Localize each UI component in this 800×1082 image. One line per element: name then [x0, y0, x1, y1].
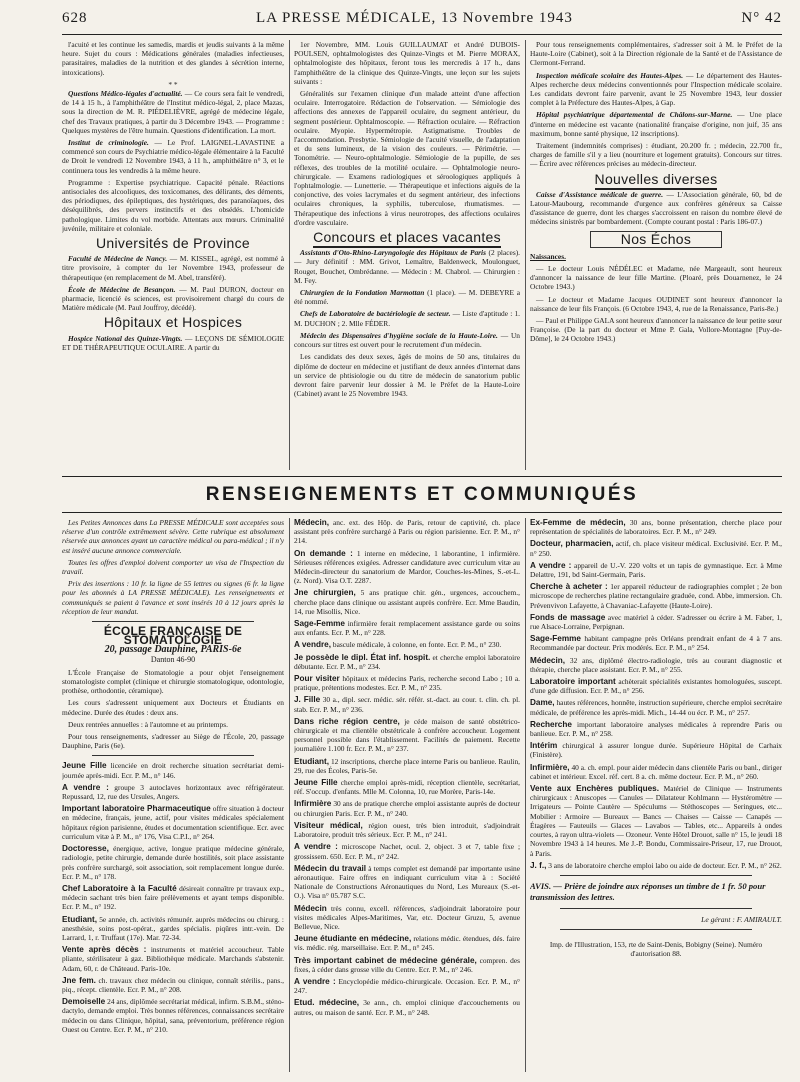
classified-ad-text: ch. travaux chez médecin ou clinique, connaît stérilis., pans., piq., récept. clientèle. Ecr. P. M., n° 208.: [62, 975, 284, 994]
classified-ad-text: Matériel de Clinique — Instruments chirurgicaux : Anuscopes — Canules — Dilatateur Kohlmann — Hystéromètre — Irrigateurs — Pointe Cautère — Spéculums — Stéthoscopes — Seringues, etc... Mobilier : Armoire — Bureaux — Bancs — Chaises — Caisse — Canapés — Étagères — Fauteuils — Glaces — Lavabos — Tables, etc... Appareils à ondes courtes, à rayon ultra-violets — Ozoneur. Vente Hôtel Drouot, salle n° 15, le jeudi 18 Novembre 1943 à 14 heures. Me J.-P. Bondu, Commissaire-Priseur, 17, rue Drouot, à Paris.: [530, 784, 782, 858]
questions-title: Questions Médico-légales d'actualité.: [68, 89, 183, 99]
assistants-orl-text: (2 places). — Jury définitif : MM. Grivot, Lemaître, Baldenweck, Moulonguet, Rouget, Bouchet, Ombrédanne. — Médecin : M. Chabrol. — Chirurgien : M. Fey.: [294, 248, 520, 285]
classified-ad-keyword: A vendre :: [294, 842, 338, 852]
naissance-3: — Paul et Philippe GALA sont heureux d'annoncer la naissance de leur petite sœur Françoise. (De la part du docteur et Mme P. Gala, Vollore-Montagne [Puy-de-Dôme], le 24 Octobre 1943.): [530, 316, 782, 344]
divider: [560, 929, 752, 930]
classified-ad-text: 30 a., dipl. secr. médic. sér. référ. st.-dact. au cour. t. clin. ch. pl. stab. Ecr. P. M., n° 236.: [294, 695, 520, 714]
naissance-1: — Le docteur Louis NÉDÉLEC et Madame, née Margeault, sont heureux d'annoncer la naissance de leur fille Martine. (Ploaré, près Douarnenez, le 24 Octobre 1943.): [530, 264, 782, 292]
classified-ad-keyword: Doctoresse,: [62, 844, 109, 854]
classified-ad-text: licenciée en droit recherche situation secrétariat demi-journée après-midi. Ecr. P. M., n° 146.: [62, 761, 284, 780]
ecole-stomatologie-box: [62, 624, 284, 664]
classified-ad-keyword: Demoiselle: [62, 997, 106, 1007]
section-hopitaux: Hôpitaux et Hospices: [103, 314, 243, 331]
ecole-text-4: Pour tous renseignements, s'adresser au Siège de l'École, 20, passage Dauphine, Paris (6e).: [62, 732, 284, 751]
classified-ad-keyword: Jne fem.: [62, 975, 96, 985]
column-divider: [289, 40, 290, 470]
classified-ad: [294, 588, 520, 616]
classified-ad-text: microscope Nachet, ocul. 2, object. 3 et 7, table fixe ; grossissem. 650. Ecr. P. M., n° 242.: [294, 842, 520, 861]
header-rule: [62, 34, 782, 35]
section-echos: Nos Échos: [590, 231, 722, 248]
marmottan-text: (1 place). — M. DEBEYRE a été nommé.: [294, 288, 520, 307]
classified-ad-keyword: Pour visiter: [294, 674, 340, 684]
classified-ad-text: important laboratoire analyses médicales à reprendre Paris ou banlieue. Ecr. P. M., n° 258.: [530, 719, 782, 739]
classified-ad: [530, 539, 782, 557]
classified-ad-keyword: Important laboratoire Pharmaceutique: [62, 804, 211, 814]
classified-ad-keyword: Sage-Femme: [294, 619, 345, 629]
classified-ad-text: très connu, excell. références, s'adjoindrait laboratoire pour visites médicales Alpes-Maritimes, Var, etc. Docteur Gruzu, 5, avenue Bellevue, Nice.: [294, 903, 520, 931]
column-divider: [525, 518, 526, 1072]
institut-programme: Programme : Expertise psychiatrique. Capacité pénale. Réactions antisociales des alcooliques, des toxicomanes, des délirants, des déments, des périodiques, des épileptiques, des hystériques, des paranoïaques, des déséquilibrés, des pervers instinctifs et des obsédés. L'homicide pathologique. Limites du vol morbide. Attentats aux mœurs. Criminalité juvénile, militaire et coloniale.: [62, 177, 284, 233]
classified-ad: [294, 549, 520, 586]
banner-rule: [62, 512, 782, 513]
classified-ad: [530, 518, 782, 536]
classified-ad-text: 30 ans de pratique cherche emploi assistante auprès de docteur ou chirurgien Paris. Ecr. P. M., n° 240.: [294, 799, 520, 818]
caisse-text: — L'Association générale, 60, bd de Latour-Maubourg, recommande d'urgence aux confrères généreux sa Caisse d'assistance de guerre, dont les charges s'accroissent en raison du nombre élevé de médecins sinistrés par bombardement. (Compte courant postal : Paris 186-07.): [530, 189, 782, 227]
page-header: [62, 10, 782, 30]
section-concours: [294, 229, 520, 246]
classified-ad-keyword: Jne chirurgien,: [294, 588, 356, 598]
naissance-2: — Le docteur et Madame Jacques OUDINET sont heureux d'annoncer la naissance de leur fils François. (6 Octobre 1943, 4, rue de la Renaissance, Paris-8e.): [530, 294, 782, 313]
classified-ad-keyword: Etudiant,: [294, 756, 330, 766]
classified-ad-text: habitant campagne près Orléans prendrait enfant de 4 à 7 ans. Recommandée par docteur. Prix modérés. Ecr. P. M., n° 254.: [530, 634, 782, 653]
classified-ads-list: [294, 518, 520, 1017]
classified-ad-keyword: Visiteur médical,: [294, 820, 363, 830]
quinze-vingts-programme: Généralités sur l'examen clinique d'un malade atteint d'une affection oculaire. Interrogatoire. Rédaction de l'observation. — Sémiologie des affections des annexes de l'appareil oculaire, du segment antérieur, du segment postérieur. Ophtalmoscopie. — Réfraction oculaire. — Réfraction oculaire. Myopie. Hypermétropie. Astigmatisme. Troubles de l'accommodation. Presbytie. Sémiologie de l'acuité visuelle, de l'adaptation et du sens lumineux, de la vision des couleurs. — Périmétrie. — Tonométrie. — Neuro-ophtalmologie. Sémiologie de la pupille, de ses réflexes, des troubles de la motilité oculaire. — Ophtalmologie neuro-chirurgicale. — Examens radiologiques et séroologiques appliqués à l'ophtalmologie. — Lunetterie. — Thérapeutique et infections aiguës de la conjonctive, des voies lacrymales et du segment antérieur, des infections oculaires chroniques, la syphilis, tuberculose, rhumatismes. — Thérapeutique des infections à virus neurotropes, des affections oculaires d'ordre vasculaire.: [294, 89, 520, 227]
classified-ad-keyword: A vendre,: [294, 640, 332, 650]
separator-stars: * *: [168, 79, 178, 89]
classified-ad: [294, 904, 520, 932]
inspection-title: Inspection médicale scolaire des Hautes-Alpes.: [536, 70, 684, 80]
classified-ad-text: 30 ans, bonne présentation, cherche place pour représentation de spécialités de laboratoires. Ecr. P. M., n° 249.: [530, 518, 782, 537]
notice-controle: Les Petites Annonces dans La PRESSE MÉDICALE sont acceptées sous réserve d'un contrôle extrêmement sévère. Cette rubrique est absolument réservée aux annonces ayant un caractère médical ou para-médical ; il n'y est inséré aucune annonce commerciale.: [62, 518, 284, 555]
classified-ad-text: groupe 3 autoclaves horizontaux avec réfrigérateur. Repussard, 12, rue des Ursules, Angers.: [62, 782, 284, 802]
classified-ads-list: [530, 518, 782, 870]
classified-ad: [62, 915, 284, 943]
classified-ad-text: 12 inscriptions, cherche place interne Paris ou banlieue. Raulin, 29, rue des Écoles, Paris-5e.: [294, 756, 520, 775]
classified-ad: [530, 784, 782, 858]
classified-ad: [294, 842, 520, 860]
classified-ad-keyword: Docteur, pharmacien,: [530, 539, 614, 549]
classified-ad-keyword: Je possède le dipl. État inf. hospit.: [294, 652, 431, 662]
assistants-orl-title: Assistants d'Oto-Rhino-Laryngologie des Hôpitaux de Paris: [300, 248, 486, 258]
classified-ad: [62, 804, 284, 841]
classified-ad-keyword: Laboratoire important: [530, 677, 616, 687]
top-column-2: [294, 40, 520, 472]
classified-ad-text: actif, ch. place visiteur médical. Exclusivité. Ecr. P. M., n° 250.: [530, 539, 782, 558]
questions-text: — Ce cours sera fait le vendredi, de 14 à 15 h., à l'amphithéâtre de l'Institut médico-légal, 2, place Mazas, sous la direction de M. R. PIÉDELIÈVRE, agrégé de médecine légale, chef des Travaux pratiques, à partir du 3 Décembre 1943. — Programme : Quelques mystères de l'être humain. Questions d'identification. La mort.: [62, 89, 284, 135]
classified-ad-text: appareil de U.-V. 220 volts et un tapis de gymnastique. Ecr. à Mme Delattre, 191, bd Saint-Germain, Paris.: [530, 560, 782, 580]
classified-ad-keyword: Jeune Fille: [62, 761, 107, 771]
classified-ad-text: 40 a. ch. empl. pour aider médecin dans clientèle Paris ou banl., diriger cabinet et intérieur. Excel. réf. cert. 8 a. ch. même docteur. Ecr. P. M., n° 260.: [530, 762, 782, 781]
dispensaires-title: Médecin des Dispensaires d'hygiène sociale de la Haute-Loire.: [300, 330, 498, 340]
chefs-labo-text: — Liste d'aptitude : 1. M. DUCHON ; 2. Mlle FÉDER.: [294, 309, 520, 328]
classified-ad-text: Encyclopédie médico-chirurgicale. Occasion. Ecr. P. M., n° 247.: [294, 976, 520, 996]
section-nouvelles-label: Nouvelles diverses: [595, 171, 718, 190]
column-divider: [525, 40, 526, 470]
classified-ad-keyword: Jeune étudiante en médecine,: [294, 934, 412, 944]
classified-ad: [294, 934, 520, 952]
classified-ad-keyword: Médecin du travail: [294, 863, 367, 873]
institut-title: Institut de criminologie.: [68, 138, 149, 148]
notice-visa: Toutes les offres d'emploi doivent comporter un visa de l'Inspection du travail.: [62, 557, 284, 577]
avis-notice: AVIS. — Prière de joindre aux réponses un timbre de 1 fr. 50 pour transmission des lettres.: [530, 880, 766, 902]
divider: [560, 908, 752, 909]
hopital-chalons-text: — Une place d'interne en médecine est vacante (nationalité française d'origine, non juif, 35 ans maximum, bonne santé physique, 12 inscriptions).: [530, 110, 782, 138]
issue-number: N° 42: [741, 10, 782, 26]
imprint-line: Imp. de l'Illustration, 153, rte de Saint-Denis, Bobigny (Seine). Numéro d'autorisation 88.: [549, 940, 763, 959]
besancon-title: École de Médecine de Besançon.: [68, 284, 176, 294]
classified-ad-text: achèterait spécialités existantes homologuées, suscept. d'une gde diffusion. Ecr. P. M., n° 256.: [530, 677, 782, 696]
classified-ad-keyword: Infirmière,: [530, 762, 570, 772]
classified-ad-keyword: A vendre :: [62, 782, 109, 792]
inspection-text: — Le département des Hautes-Alpes recherche deux médecins conventionnés pour l'Inspection médicale scolaire. Les candidats devront faire parvenir, avant le 25 Novembre 1943, leur dossier complet à la Préfecture des Hautes-Alpes, à Gap.: [530, 70, 782, 108]
institut-text: — Le Prof. LAIGNEL-LAVASTINE a commencé son cours de Psychiatrie médico-légale élémentaire à la Faculté de Droit le vendredi 12 Novembre 1943, à 11 h., amphithéâtre n° 3, et le continuera tous les vendredis à la même heure.: [62, 138, 284, 175]
journal-title: LA PRESSE MÉDICALE, 13 Novembre 1943: [256, 10, 573, 26]
classifieds-column-3: [530, 518, 782, 1074]
classified-ad: [530, 561, 782, 579]
besancon-text: — M. Paul DURON, docteur en pharmacie, licencié ès sciences, est provisoirement chargé du cours de Matière médicale (M. Paul Jouffroy, décédé).: [62, 284, 284, 313]
top-column-3: [530, 40, 782, 472]
ecole-address: 20, passage Dauphine, PARIS-6e: [104, 644, 242, 656]
classified-ad: [530, 741, 782, 759]
ecole-text-2: Les cours s'adressent uniquement aux Docteurs et Étudiants en médecine. Durée des études : deux ans.: [62, 698, 284, 717]
naissances-label: Naissances.: [530, 251, 566, 261]
classified-ad-text: instruments et matériel accoucheur. Table pliante, stérilisateur à gaz. Bibliothèque médicale. Marchands s'abstenir. Adam, 60, r. de Châteaud. Paris-10e.: [62, 945, 284, 973]
classified-ad-text: hautes références, honnête, instruction supérieure, cherche emploi secrétaire médicale, de préférence les après-midi. Mich., 14-44 ou écr. P. M., n° 257.: [530, 698, 782, 717]
classified-ad-text: à temps complet est demandé par importante usine aéronautique. Faire offres en indiquant curriculum vitæ à : Société Nationale de Constructions Aéronautiques du Nord, Les Mureaux (S.-et-O.). Visa n° 05.787 S.C.: [294, 863, 520, 901]
nancy-title: Faculté de Médecine de Nancy.: [68, 254, 168, 264]
classifieds-column-2: [294, 518, 520, 1074]
classified-ad-keyword: Cherche à acheter :: [530, 582, 608, 592]
ecole-phone: Danton 46-90: [150, 654, 196, 664]
classified-ad-keyword: Dans riche région centre,: [294, 716, 400, 726]
classified-ad: [530, 582, 782, 610]
quinze-vingts-text: — LEÇONS DE SÉMIOLOGIE ET DE THÉRAPEUTIQUE OCULAIRE. A partir du: [62, 333, 284, 352]
ecole-text-1: L'École Française de Stomatologie a pour objet l'enseignement stomatologiste complet (clinique et chirurgie stomatologique, odontologie, prothèse, orthodontie, céramique).: [62, 667, 284, 696]
notice-prix: Prix des insertions : 10 fr. la ligne de 55 lettres ou signes (6 fr. la ligne pour les abonnés à LA PRESSE MÉDICALE). Les renseignements et communiqués se paient à l'avance et sont insérés 10 à 12 jours après la réception de leur mandat.: [62, 579, 284, 616]
classified-ad-keyword: Vente aux Enchères publiques.: [530, 784, 659, 794]
classified-ad-text: désireait connaître pr travaux exp., médecin sachant très bien faire prélèvements et ayant temps disponible. Ecr. P. M., n° 192.: [62, 883, 284, 912]
section-nouvelles: [530, 170, 782, 187]
chefs-labo-title: Chefs de Laboratoire de bactériologie de secteur.: [300, 309, 451, 319]
classified-ad: [530, 720, 782, 738]
classified-ad-keyword: Chef Laboratoire à la Faculté: [62, 883, 177, 893]
classified-ad: [530, 634, 782, 652]
ecole-text-3: Deux rentrées annuelles : à l'automne et au printemps.: [68, 719, 228, 729]
classified-ad-keyword: Dame,: [530, 698, 555, 708]
classified-ad: [294, 653, 520, 671]
classified-ad-keyword: Infirmière: [294, 799, 332, 809]
classified-ad: [530, 613, 782, 631]
classified-ad-text: compren. des fixes, à céder dans grosse ville du Centre. Ecr. P. M., n° 246.: [294, 955, 520, 974]
classified-ad-text: avec matériel à céder. S'adresser ou écrire à M. Faber, 1, rue Alsace-Lorraine, Perpignan.: [530, 612, 782, 632]
classified-ad: [294, 956, 520, 974]
classified-ad: [294, 998, 520, 1016]
classified-ad: [530, 677, 782, 695]
classified-ad: [294, 640, 520, 649]
gerant-line: Le gérant : F. AMIRAULT.: [701, 914, 782, 924]
classified-ad-text: région ouest, très bien introduit, s'adjoindrait Laboratoire, produit très sérieux. Ecr. P. M., n° 241.: [294, 820, 520, 840]
quinze-vingts-continued: 1er Novembre, MM. Louis GUILLAUMAT et André DUBOIS-POULSEN, ophtalmologistes des Quinze-Vingts et M. Pierre MORAX, ophtalmologiste des hôpitaux, feront tous les mercredis à 17 h., dans l'amphithéâtre de la clinique des Quinze-Vingts, une leçon sur les sujets suivants :: [294, 40, 520, 86]
classified-ad-keyword: Sage-Femme: [530, 634, 581, 644]
classified-ad: [294, 864, 520, 901]
classified-ad: [62, 976, 284, 994]
caisse-title: Caisse d'Assistance médicale de guerre.: [536, 189, 664, 199]
classified-ad-text: chirurgical à assurer longue durée. Supérieure Hôpital de Carhaix (Finistère).: [530, 741, 782, 760]
hopital-chalons-details: Traitement (indemnités comprises) : étudiant, 20.200 fr. ; médecin, 22.700 fr., charges de famille s'il y a lieu (nourriture et logement gratuits). Concours sur titres. — Écrire avec références précises au médecin-directeur.: [530, 141, 782, 169]
classified-ad-keyword: Médecin,: [294, 518, 330, 527]
classified-ad-keyword: Vente après décès :: [62, 945, 147, 955]
divider: [92, 621, 254, 622]
classified-ad: [62, 783, 284, 801]
classified-ad: [294, 977, 520, 995]
renseignements-complementaires: Pour tous renseignements complémentaires, s'adresser soit à M. le Préfet de la Haute-Loire (Cabinet), soit à la Direction régionale de la Santé et de l'Assistance de Clermont-Ferrand.: [530, 40, 782, 68]
classified-ad-keyword: Fonds de massage: [530, 612, 606, 622]
classified-ad: [530, 698, 782, 716]
classified-ad-keyword: A vendre :: [294, 976, 336, 986]
classified-ad-text: 5e année, ch. activités rémunér. auprès médecins ou chirurg. : anesthésie, soins post-opérat., gardes spécialis. piqûres intr.-vein. De Larrard, 1, r. Truffaut (17e). Mar. 72-34.: [62, 914, 284, 942]
classified-ad: [294, 674, 520, 692]
classified-ad-keyword: On demande :: [294, 548, 353, 558]
classified-ad-text: cherche emploi après-midi, réception clientèle, secrétariat, réf. S'occup. d'enfants. Mlle M. Colonna, 10, rue Morère, Paris-14e.: [294, 778, 520, 797]
top-column-1: [62, 40, 284, 472]
classified-ad-keyword: J. Fille: [294, 695, 321, 705]
classified-ad: [62, 997, 284, 1034]
classified-ad: [294, 821, 520, 839]
section-universites: Universités de Province: [96, 235, 250, 252]
classified-ad: [62, 761, 284, 779]
divider: [560, 875, 752, 876]
classified-ad-text: 3e ann., ch. emploi clinique d'accouchements ou autres, ou maison de santé. Ecr. P. M., n° 248.: [294, 998, 520, 1017]
classified-ad-keyword: Etud. médecine,: [294, 998, 360, 1008]
classified-ad-text: infirmière ferait remplacement assistance garde ou soins aux enfants. Ecr. P. M., n° 228.: [294, 619, 520, 638]
classified-ad: [294, 778, 520, 796]
classified-ad-text: énergique, active, longue pratique médecine générale, radiologie, petite chirurgie, demande durée hostilités, soit place assistante près confrère surchargé, soit association, soit remplacement longue durée. Ecr. P. M., n° 178.: [62, 844, 284, 881]
classified-ad: [294, 717, 520, 754]
classified-ad: [294, 799, 520, 817]
classified-ad-text: 32 ans, diplômé électro-radiologie, très au courant diagnostic et thérapie, cherche place assistant. Ecr. P. M., n° 255.: [530, 655, 782, 674]
classified-ad-text: et cherche emploi laboratoire débutante. Ecr. P. M., n° 234.: [294, 652, 520, 671]
classified-ad-text: je céde maison de santé obstétrico-chirurgicale et ma clientèle obstétricale à confrère accoucheur. Logement personnel possible dans l'établissement. Facilités de paiement. Recette journalière 1.100 fr. Ecr. P. M., n° 237.: [294, 716, 520, 754]
classified-ad-text: 1er appareil réducteur de radiographies complet ; 2e bon microscope de recherches platine rectangulaire graduée, cond. Abbe, immersion. Ch. Prévenvivon Lafayette, à Chavaniac-Lafayette (Haute-Loire).: [530, 582, 782, 610]
dispensaires-details: Les candidats des deux sexes, âgés de moins de 50 ans, titulaires du diplôme de docteur en médecine et justifiant de deux années d'internat dans un service de phtisiologie ou du titre de médecin de sanatorium public devront faire parvenir leur dossier à M. le Préfet de la Haute-Loire (Cabinet) avant le 25 Novembre 1943.: [294, 352, 520, 399]
classified-ads-list: [62, 761, 284, 1033]
classified-ad-text: hôpitaux et médecins Paris, recherche second Labo ; 10 a. pratique, prétentions modestes. Ecr. P. M., n° 235.: [294, 674, 520, 693]
hopital-chalons-title: Hôpital psychiatrique départemental de Châlons-sur-Marne.: [536, 110, 733, 120]
classified-ad: [294, 518, 520, 546]
classified-ad-keyword: Très important cabinet de médecine générale,: [294, 955, 477, 965]
classified-ad: [294, 757, 520, 775]
classified-ad-text: offre situation à docteur en médecine, français, jeune, actif, pour visites médicales spécialement hôpitaux région parisienne, études et documentation scientifique. Ecr. avec curriculum vitæ à P. M., n° 176, Visa C.P.I., n° 264.: [62, 804, 284, 841]
classified-ad: [294, 619, 520, 637]
ecole-title: ÉCOLE FRANÇAISE DE STOMATOLOGIE: [103, 624, 243, 648]
classified-ad-keyword: Médecin,: [530, 655, 566, 665]
marmottan-title: Chirurgien de la Fondation Marmottan: [300, 288, 425, 298]
classified-ad: [530, 861, 782, 870]
classified-ad: [530, 763, 782, 781]
course-intro: l'acuité et les continue les samedis, mardis et jeudis suivants à la même heure. Sujet du cours : Médications générales (maladies infectieuses, parasitaires, maladies de la nutrition et des glandes à sécrétion interne, intoxications).: [62, 40, 284, 77]
classified-ad: [62, 884, 284, 912]
classified-ad-keyword: A vendre :: [530, 560, 572, 570]
section-concours-label: Concours et places vacantes: [313, 229, 501, 248]
classified-ad-text: 3 ans de laboratoire cherche emploi labo ou aide de docteur. Ecr. P. M., n° 262.: [548, 860, 782, 870]
classified-ad: [62, 945, 284, 973]
column-divider: [289, 518, 290, 1072]
classified-ad-text: anc. ext. des Hôp. de Paris, retour de captivité, ch. place assistant près confrère surchargé à Paris ou région parisienne. Ecr. P. M., n° 214.: [294, 518, 520, 546]
classified-ad-keyword: Médecin: [294, 903, 327, 913]
classified-ad-keyword: Ex-Femme de médecin,: [530, 518, 626, 527]
classified-ad-keyword: J. f.,: [530, 860, 547, 870]
classified-ad-keyword: Jeune Fille: [294, 778, 338, 788]
quinze-vingts-title: Hospice National des Quinze-Vingts.: [68, 333, 183, 343]
classified-ad: [294, 695, 520, 713]
banner-renseignements: RENSEIGNEMENTS ET COMMUNIQUÉS: [205, 484, 639, 505]
classified-ad: [530, 656, 782, 674]
classifieds-column-1: [62, 518, 284, 1074]
dispensaires-text: — Un concours sur titres est ouvert pour le recrutement d'un médecin.: [294, 330, 520, 350]
classified-ad-text: 5 ans pratique chir. gén., urgences, accouchem., cherche place dans clinique ou assistant auprès confrère. Ecr. Mme Baudin, 14, rue Misollis, Nice.: [294, 588, 520, 616]
classified-ad-keyword: Etudiant,: [62, 914, 98, 924]
classified-ad-text: 24 ans, diplômée secrétariat médical, infirm. S.B.M., sténo-dactylo, demande emploi. Très bonnes références, connaissances secrétaire médecin ou dans Clinique, hôpital, sana, préventorium, préférence région Ouest ou Centre. Ecr. P. M., n° 210.: [62, 997, 284, 1034]
classified-ad: [62, 844, 284, 881]
section-rule: [62, 476, 782, 477]
classified-ad-text: bascule médicale, à colonne, en fonte. Ecr. P. M., n° 230.: [332, 640, 502, 650]
page-number: 628: [62, 10, 88, 26]
classified-ad-keyword: Intérim: [530, 741, 558, 751]
classified-ad-text: relations médic. étendues, dés. faire vis. médic. rég. marseillaise. Ecr. P. M., n° 245.: [294, 934, 520, 953]
classified-ad-keyword: Recherche: [530, 719, 572, 729]
divider: [92, 755, 254, 756]
classified-ad-text: 1 interne en médecine, 1 laborantine, 1 infirmière. Sérieuses références exigées. Adresser candidature avec curriculum vitæ au Médecin-directeur du sanatorium de Mardor, Couches-les-Mines, S.-et-L. (z. Nord). Visa O.T. 2287.: [294, 548, 520, 586]
nancy-text: — M. KISSEL, agrégé, est nommé à titre provisoire, à compter du 1er Novembre 1943, professeur de thérapeutique (en remplacement de M. Abel, transféré).: [62, 254, 284, 282]
